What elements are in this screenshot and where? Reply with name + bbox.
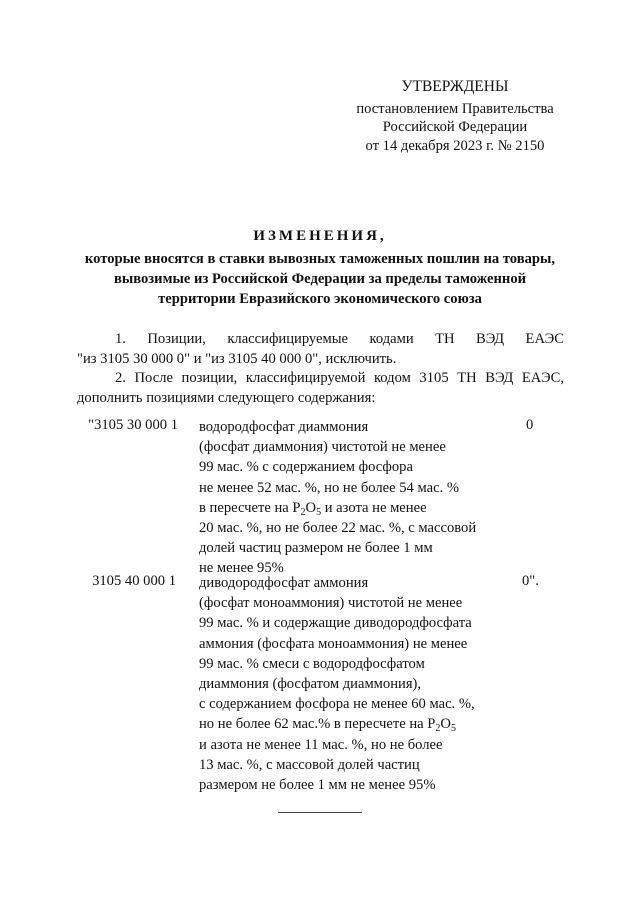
description-line: размером не более 1 мм не менее 95% — [199, 777, 436, 794]
position-code: 3105 40 000 1 — [92, 573, 176, 589]
description-line: и азота не менее 11 мас. %, но не более — [199, 736, 443, 753]
formula-subscript: 5 — [450, 723, 456, 735]
subtitle-line: вывозимые из Российской Федерации за пределы таможенной — [113, 271, 527, 287]
paragraph-2 — [77, 369, 564, 408]
description-line: (фосфат диаммония) чистотой не менее — [199, 439, 446, 456]
description-line: с содержанием фосфора не менее 60 мас. %, — [199, 696, 475, 713]
description-line: водородфосфат диаммония — [199, 419, 369, 435]
description-line: диводородфосфат аммония — [199, 575, 369, 591]
position-duty: 0 — [526, 417, 534, 433]
document-subtitle — [70, 249, 570, 309]
document-title: ИЗМЕНЕНИЯ, — [253, 228, 387, 244]
closing-separator-line — [278, 812, 362, 813]
description-line: 99 мас. % с содержанием фосфора — [199, 459, 413, 476]
formula-text: и азота не менее — [321, 499, 427, 516]
description-line: не менее 95% — [199, 560, 284, 577]
paragraph-first-line: 2. После позиции, классифицируемой кодом 3105 ТН ВЭД ЕАЭС, — [115, 370, 564, 386]
description-line: долей частиц размером не более 1 мм — [199, 540, 433, 557]
formula-subscript: 5 — [316, 506, 322, 518]
formula-text: O — [440, 716, 451, 733]
formula-text: O — [305, 499, 317, 516]
formula-text: но не более 62 мас.% в пересчете на P — [199, 716, 436, 733]
paragraph-rest: "из 3105 30 000 0" и "из 3105 40 000 0", исключить. — [77, 350, 397, 367]
position-code: "3105 30 000 1 — [88, 417, 178, 433]
description-line: диаммония (фосфатом диаммония), — [199, 676, 422, 693]
approval-line: Российской Федерации — [382, 119, 528, 135]
approval-heading: УТВЕРЖДЕНЫ — [401, 78, 509, 95]
description-line: 99 мас. % и содержащие диводородфосфата — [199, 615, 472, 632]
subtitle-line: которые вносятся в ставки вывозных таможенных пошлин на товары, — [84, 251, 556, 267]
description-line: 99 мас. % смеси с водородфосфатом — [199, 655, 425, 672]
paragraph-rest: дополнить позициями следующего содержания: — [77, 389, 376, 406]
description-line: не менее 52 мас. %, но не более 54 мас. % — [199, 479, 460, 496]
description-line: 20 мас. %, но не более 22 мас. %, с массовой — [199, 520, 477, 537]
paragraph-1 — [77, 330, 564, 369]
position-duty: 0". — [522, 573, 539, 589]
position-description — [199, 573, 499, 795]
description-line — [199, 498, 499, 518]
description-line: аммония (фосфата моноаммония) не менее — [199, 635, 468, 652]
position-description — [199, 417, 499, 579]
formula-subscript: 2 — [300, 506, 306, 518]
formula-subscript: 2 — [435, 723, 441, 735]
formula-text: в пересчете на P — [199, 499, 301, 516]
approval-line: постановлением Правительства — [356, 100, 554, 117]
subtitle-line: территории Евразийского экономического союза — [158, 291, 482, 307]
description-line: (фосфат моноаммония) чистотой не менее — [199, 595, 463, 612]
description-line: 13 мас. %, с массовой долей частиц — [199, 756, 420, 773]
paragraph-first-line: 1. Позиции, классифицируемые кодами ТН ВЭД ЕАЭС — [115, 331, 564, 347]
description-line — [199, 714, 499, 734]
approval-block — [330, 78, 580, 155]
approval-line: от 14 декабря 2023 г. № 2150 — [365, 137, 545, 154]
